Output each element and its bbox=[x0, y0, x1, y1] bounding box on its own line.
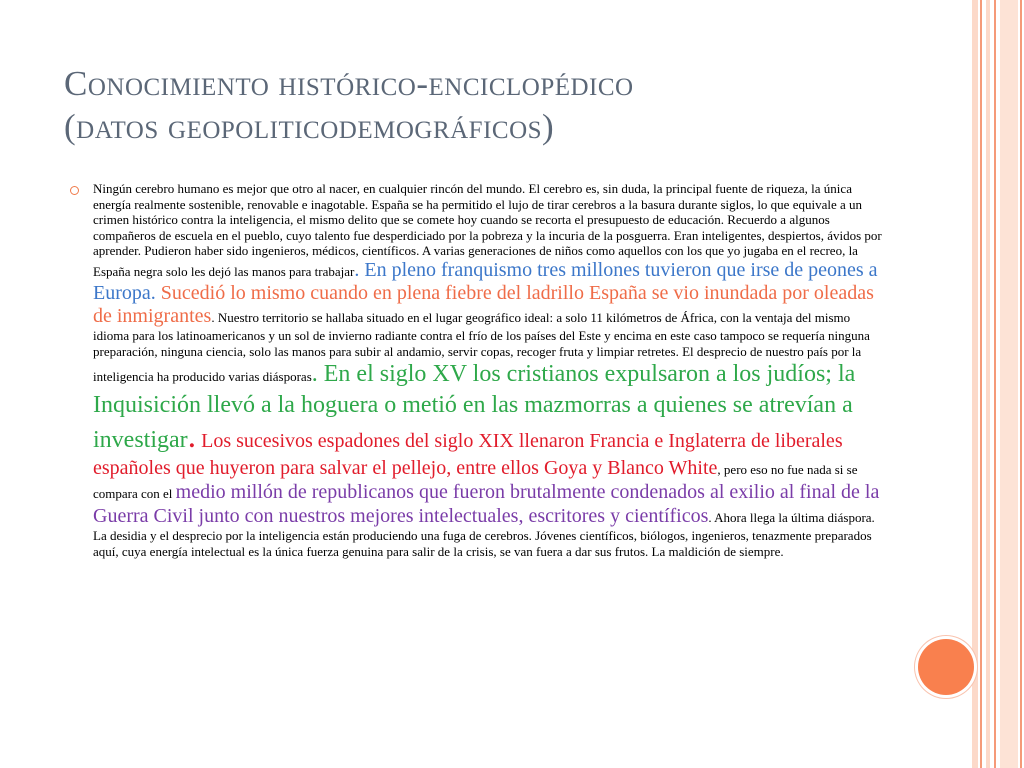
text-segment-closing: . Ahora llega la última diáspora. La desidia y el desprecio por la inteligencia están produciendo una fuga de cerebros. Jóvenes científicos, biólogos, ingenieros, tenazmente preparados aquí, cuya energía intelectual es la única fuerza genuina para salir de la crisis, se van fuera a dar sus frutos. La maldición de siempre. bbox=[93, 510, 875, 559]
text-segment-compare: , pero eso no fue nada si se compara con el bbox=[93, 462, 858, 502]
stripe bbox=[986, 0, 990, 768]
title-line-2: (datos geopoliticodemográficos) bbox=[64, 107, 555, 146]
highlight-blue: . En pleno franquismo tres millones tuvieron que irse de peones a Europa. bbox=[93, 258, 878, 304]
stripe bbox=[1000, 0, 1018, 768]
decorative-side-stripes bbox=[972, 0, 1024, 768]
title-line-1: Conocimiento histórico-enciclopédico bbox=[64, 64, 634, 103]
highlight-red: Los sucesivos espadones del siglo XIX llenaron Francia e Inglaterra de liberales españoles que huyeron para salvar el pellejo, entre ellos Goya y Blanco White bbox=[93, 430, 843, 480]
highlight-green-text: . En el siglo XV los cristianos expulsaron a los judíos; la Inquisición llevó a la hoguera o metió en las mazmorras a quienes se atrevían a investigar bbox=[93, 361, 856, 454]
slide-title bbox=[64, 62, 864, 148]
slide-body-paragraph bbox=[93, 181, 883, 559]
highlight-salmon: Sucedió lo mismo cuando en plena fiebre del ladrillo España se vio inundada por oleadas de inmigrantes bbox=[93, 281, 874, 327]
orange-circle-icon bbox=[918, 639, 974, 695]
highlight-green-dot: . bbox=[187, 418, 197, 456]
circle-bullet-icon bbox=[70, 186, 79, 195]
stripe bbox=[994, 0, 996, 768]
stripe bbox=[980, 0, 982, 768]
text-segment-intro: Ningún cerebro humano es mejor que otro al nacer, en cualquier rincón del mundo. El cerebro es, sin duda, la principal fuente de riqueza, la única energía realmente sostenible, renovable e inagotable. España se ha permitido el lujo de tirar cerebros a la basura durante siglos, lo que equivale a un crimen histórico contra la inteligencia, el mismo delito que se comete hoy cuando se recorta el presupuesto de educación. Recuerdo a algunos compañeros de escuela en el pueblo, cuyo talento fue desperdiciado por la pobreza y la incuria de la posguerra. Eran inteligentes, despiertos, ávidos por aprender. Pudieron haber sido ingenieros, médicos, científicos. A varias generaciones de niños como aquellos con los que yo jugaba en el recreo, la España negra solo les dejó las manos para trabajar bbox=[93, 181, 882, 279]
highlight-purple: medio millón de republicanos que fueron brutalmente condenados al exilio al final de la Guerra Civil junto con nuestros mejores intelectuales, escritores y científicos bbox=[93, 481, 880, 528]
stripe bbox=[972, 0, 978, 768]
stripe bbox=[1020, 0, 1022, 768]
text-segment-territory: . Nuestro territorio se hallaba situado en el lugar geográfico ideal: a solo 11 kilómetros de África, con la ventaja del mismo idioma para los latinoamericanos y un sol de invierno radiante contra el frío de los países del Este y encima en este caso tampoco se requería ninguna preparación, ninguna ciencia, solo las manos para subir al andamio, servir copas, recoger fruta y limpiar retretes. El desprecio de nuestro país por la inteligencia ha producido varias diásporas bbox=[93, 309, 870, 385]
